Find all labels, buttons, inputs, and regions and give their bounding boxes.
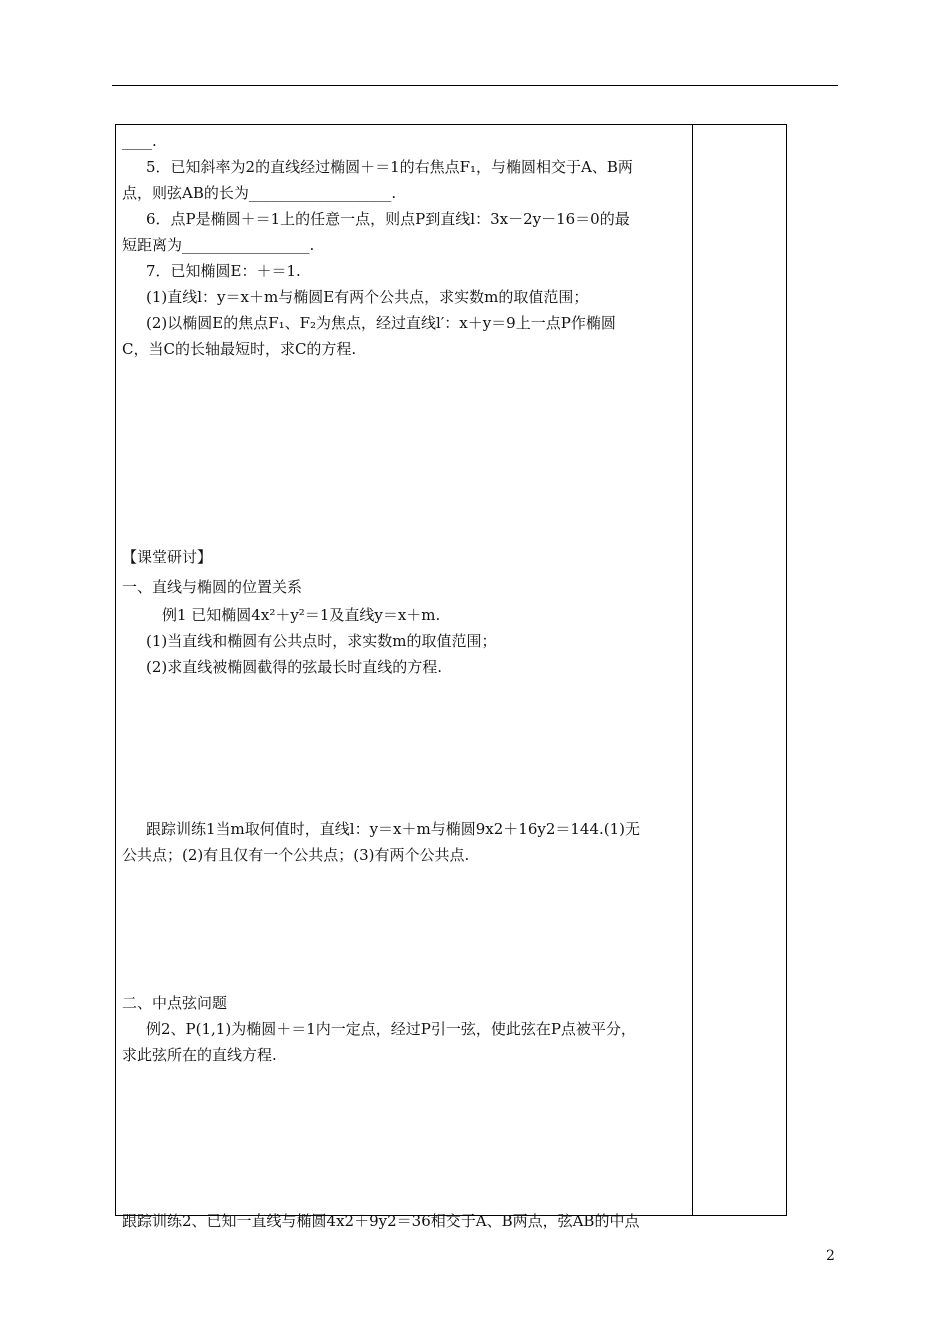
section-heading: 【课堂研讨】: [122, 548, 213, 566]
main-cell: [122, 128, 687, 1234]
problem-5-line-2: 点，则弦AB的长为___________________.: [122, 184, 397, 202]
exercise-2-line-1: 跟踪训练2、已知一直线与椭圆4x2＋9y2＝36相交于A、B两点，弦AB的中点: [122, 1212, 640, 1230]
example-2-line-1: 例2、P(1,1)为椭圆＋＝1内一定点，经过P引一弦，使此弦在P点被平分，: [146, 1020, 636, 1038]
problem-6-line-2: 短距离为_________________.: [122, 236, 315, 254]
exercise-1-line-2: 公共点；(2)有且仅有一个公共点；(3)有两个公共点.: [122, 846, 470, 864]
example-2-line-2: 求此弦所在的直线方程.: [122, 1046, 277, 1064]
subsection-1-heading: 一、直线与椭圆的位置关系: [122, 578, 303, 596]
subsection-2-heading: 二、中点弦问题: [122, 994, 228, 1012]
blank-line: ____.: [122, 132, 157, 150]
header-rule: [112, 85, 838, 86]
example-1-stem: 例1 已知椭圆4x²＋y²＝1及直线y＝x＋m.: [162, 606, 441, 624]
column-divider: [692, 124, 693, 1216]
problem-7-part-1: (1)直线l：y＝x＋m与椭圆E有两个公共点，求实数m的取值范围；: [146, 288, 589, 306]
problem-7-part-2-line-1: (2)以椭圆E的焦点F₁、F₂为焦点，经过直线l′：x＋y＝9上一点P作椭圆: [146, 314, 616, 332]
example-1-part-2: (2)求直线被椭圆截得的弦最长时直线的方程.: [146, 658, 443, 676]
problem-6-line-1: 6．点P是椭圆＋＝1上的任意一点，则点P到直线l：3x－2y－16＝0的最: [146, 210, 630, 228]
example-1-part-1: (1)当直线和椭圆有公共点时，求实数m的取值范围；: [146, 632, 497, 650]
problem-5-line-1: 5．已知斜率为2的直线经过椭圆＋＝1的右焦点F₁，与椭圆相交于A、B两: [146, 158, 633, 176]
page-number: 2: [826, 1248, 835, 1264]
problem-7-stem: 7．已知椭圆E：＋＝1.: [146, 262, 301, 280]
exercise-1-line-1: 跟踪训练1当m取何值时，直线l：y＝x＋m与椭圆9x2＋16y2＝144.(1)无: [146, 820, 641, 838]
problem-7-part-2-line-2: C，当C的长轴最短时，求C的方程.: [122, 340, 357, 358]
